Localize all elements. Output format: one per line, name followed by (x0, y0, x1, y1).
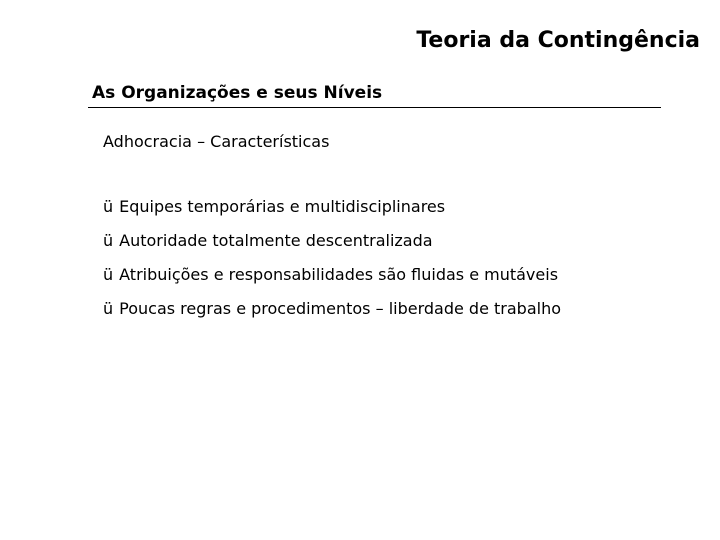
bullet-item (103, 264, 603, 286)
bullet-text: Equipes temporárias e multidisciplinares (119, 197, 446, 216)
section-heading: As Organizações e seus Níveis (92, 83, 383, 103)
check-icon: ü (103, 197, 114, 216)
bullet-text: Poucas regras e procedimentos – liberdade de trabalho (119, 299, 561, 318)
bullet-item (103, 230, 603, 252)
slide-title: Teoria da Contingência (416, 28, 700, 53)
check-icon: ü (103, 299, 114, 318)
heading-divider (88, 107, 661, 108)
bullet-list (103, 196, 603, 332)
bullet-text: Atribuições e responsabilidades são fluidas e mutáveis (119, 265, 559, 284)
bullet-item (103, 298, 603, 320)
bullet-item (103, 196, 603, 218)
check-icon: ü (103, 231, 114, 250)
check-icon: ü (103, 265, 114, 284)
bullet-text: Autoridade totalmente descentralizada (119, 231, 433, 250)
subtitle: Adhocracia – Características (103, 132, 330, 151)
